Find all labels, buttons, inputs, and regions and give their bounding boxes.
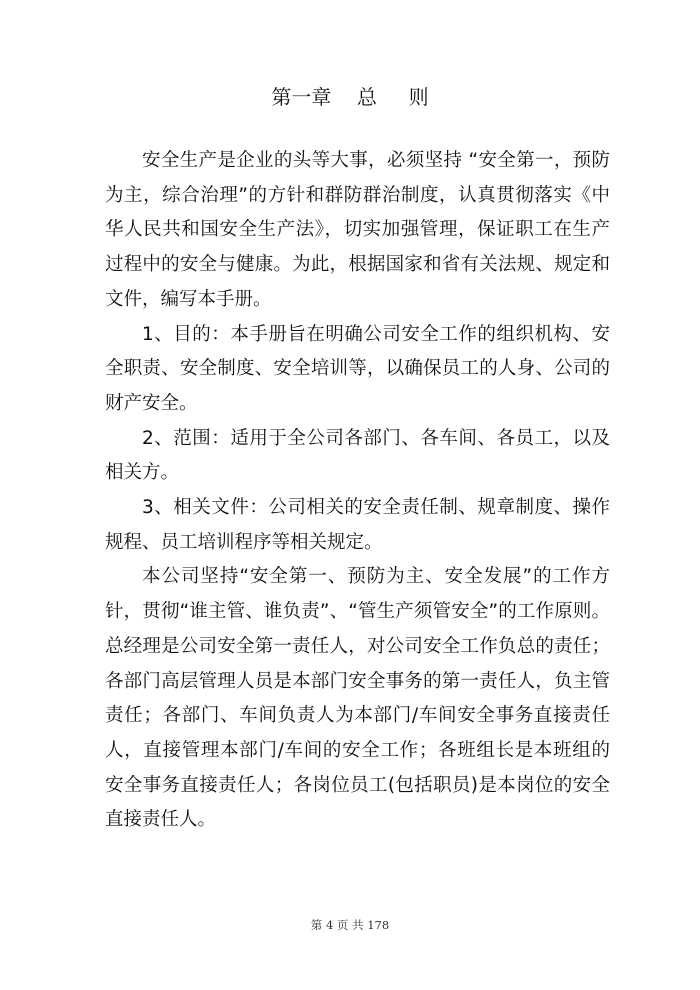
paragraph-responsibilities: 本公司坚持“安全第一、预防为主、安全发展”的工作方针，贯彻“谁主管、谁负责”、“管生产须管安全”的工作原则。总经理是公司安全第一责任人，对公司安全工作负总的责任；各部门高层管理人员是本部门安全事务的第一责任人，负主管责任；各部门、车间负责人为本部门/车间安全事务直接责任人，直接管理本部门/车间的安全工作；各班组长是本班组的安全事务直接责任人；各岗位员工(包括职员)是本岗位的安全直接责任人。	[105, 566, 610, 831]
chapter-title: 第一章 总 则	[271, 85, 429, 109]
page-number-label: 第 4 页 共 178	[310, 918, 390, 932]
document-body	[105, 144, 610, 838]
paragraph-intro: 安全生产是企业的头等大事，必须坚持 “安全第一，预防为主，综合治理”的方针和群防群治制度，认真贯彻落实《中华人民共和国安全生产法》，切实加强管理，保证职工在生产过程中的安全与健康。为此，根据国家和省有关法规、规定和文件，编写本手册。	[105, 150, 610, 310]
paragraph-purpose: 1、目的：本手册旨在明确公司安全工作的组织机构、安全职责、安全制度、安全培训等，以确保员工的人身、公司的财产安全。	[105, 323, 610, 414]
paragraph-scope: 2、范围：适用于全公司各部门、各车间、各员工，以及相关方。	[105, 427, 610, 484]
paragraph-related-documents: 3、相关文件：公司相关的安全责任制、规章制度、操作规程、员工培训程序等相关规定。	[105, 497, 610, 553]
page-footer	[0, 917, 700, 933]
